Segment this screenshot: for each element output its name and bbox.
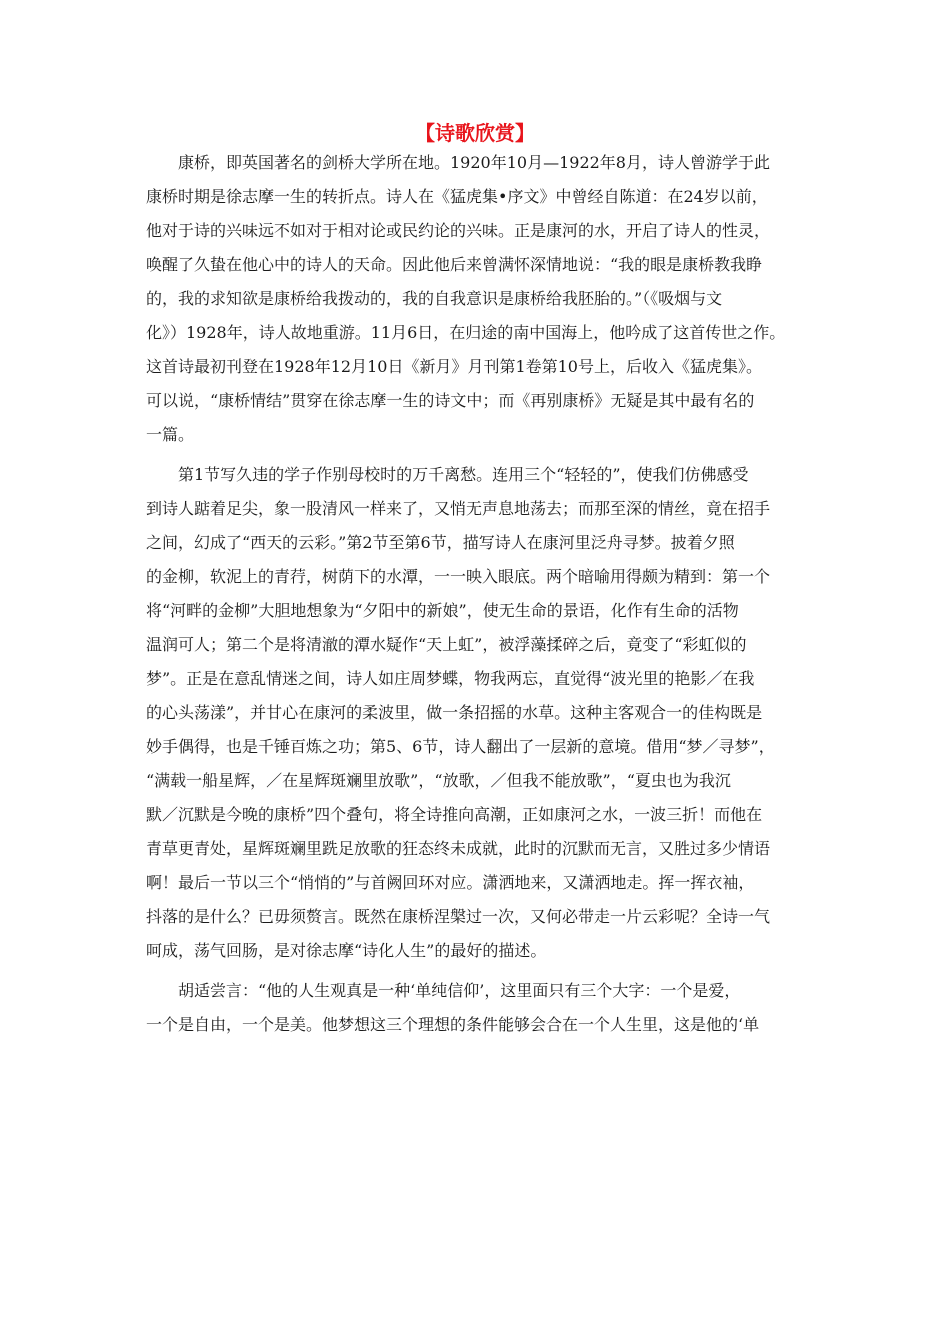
- text-line: 啊！最后一节以三个“悄悄的”与首阙回环对应。潇洒地来，又潇洒地走。挥一挥衣袖，: [146, 873, 755, 892]
- text-line: 的，我的求知欲是康桥给我拨动的，我的自我意识是康桥给我胚胎的。”（《吸烟与文: [146, 289, 723, 308]
- text-line: 康桥，即英国著名的剑桥大学所在地。1920年10月—1922年8月，诗人曾游学于此: [146, 153, 770, 172]
- text-line: 默／沉默是今晚的康桥”四个叠句，将全诗推向高潮，正如康河之水，一波三折！而他在: [146, 805, 763, 824]
- text-line: 唤醒了久蛰在他心中的诗人的天命。因此他后来曾满怀深情地说：“我的眼是康桥教我睁: [146, 255, 763, 274]
- text-line: 青草更青处，星辉斑斓里跣足放歌的狂态终未成就，此时的沉默而无言，又胜过多少情语: [146, 839, 771, 858]
- text-line: 这首诗最初刊登在1928年12月10日《新月》月刊第1卷第10号上，后收入《猛虎集》。: [146, 357, 762, 376]
- paragraph-poem-analysis: [146, 458, 806, 968]
- text-line: 将“河畔的金柳”大胆地想象为“夕阳中的新娘”，使无生命的景语，化作有生命的活物: [146, 601, 739, 620]
- text-line: 化》）1928年，诗人故地重游。11月6日，在归途的南中国海上，他吟成了这首传世之作。: [146, 323, 786, 342]
- text-line: 之间，幻成了“西天的云彩。”第2节至第6节，描写诗人在康河里泛舟寻梦。披着夕照: [146, 533, 735, 552]
- text-line: 的金柳，软泥上的青荇，树荫下的水潭，一一映入眼底。两个暗喻用得颇为精到：第一个: [146, 567, 771, 586]
- text-line: 一个是自由，一个是美。他梦想这三个理想的条件能够会合在一个人生里，这是他的‘单: [146, 1015, 760, 1034]
- text-line: 妙手偶得，也是千锤百炼之功；第5、6节，诗人翻出了一层新的意境。借用“梦／寻梦”，: [146, 737, 775, 756]
- text-line: 一篇。: [146, 425, 195, 444]
- text-line: “满载一船星辉，／在星辉斑斓里放歌”，“放歌，／但我不能放歌”，“夏虫也为我沉: [146, 771, 731, 790]
- text-line: 的心头荡漾”，并甘心在康河的柔波里，做一条招摇的水草。这种主客观合一的佳构既是: [146, 703, 763, 722]
- text-line: 呵成，荡气回肠，是对徐志摩“诗化人生”的最好的描述。: [146, 941, 547, 960]
- text-line: 胡适尝言：“他的人生观真是一种‘单纯信仰’，这里面只有三个大字：一个是爱，: [146, 981, 741, 1000]
- paragraph-kangqiao-intro: [146, 146, 806, 452]
- text-line: 到诗人踮着足尖，象一股清风一样来了，又悄无声息地荡去；而那至深的情丝，竟在招手: [146, 499, 771, 518]
- text-line: 可以说，“康桥情结”贯穿在徐志摩一生的诗文中；而《再别康桥》无疑是其中最有名的: [146, 391, 755, 410]
- text-line: 他对于诗的兴味远不如对于相对论或民约论的兴味。正是康河的水，开启了诗人的性灵，: [146, 221, 771, 240]
- text-line: 梦”。正是在意乱情迷之间，诗人如庄周梦蝶，物我两忘，直觉得“波光里的艳影／在我: [146, 669, 755, 688]
- document-title: 【诗歌欣赏】: [415, 121, 535, 145]
- text-line: 温润可人；第二个是将清澈的潭水疑作“天上虹”，被浮藻揉碎之后，竟变了“彩虹似的: [146, 635, 747, 654]
- text-line: 康桥时期是徐志摩一生的转折点。诗人在《猛虎集•序文》中曾经自陈道：在24岁以前，: [146, 187, 768, 206]
- document-body: [146, 146, 806, 1042]
- text-line: 抖落的是什么？已毋须赘言。既然在康桥涅槃过一次，又何必带走一片云彩呢？全诗一气: [146, 907, 771, 926]
- paragraph-hushi-quote: [146, 974, 806, 1042]
- text-line: 第1节写久违的学子作别母校时的万千离愁。连用三个“轻轻的”，使我们仿佛感受: [146, 465, 749, 484]
